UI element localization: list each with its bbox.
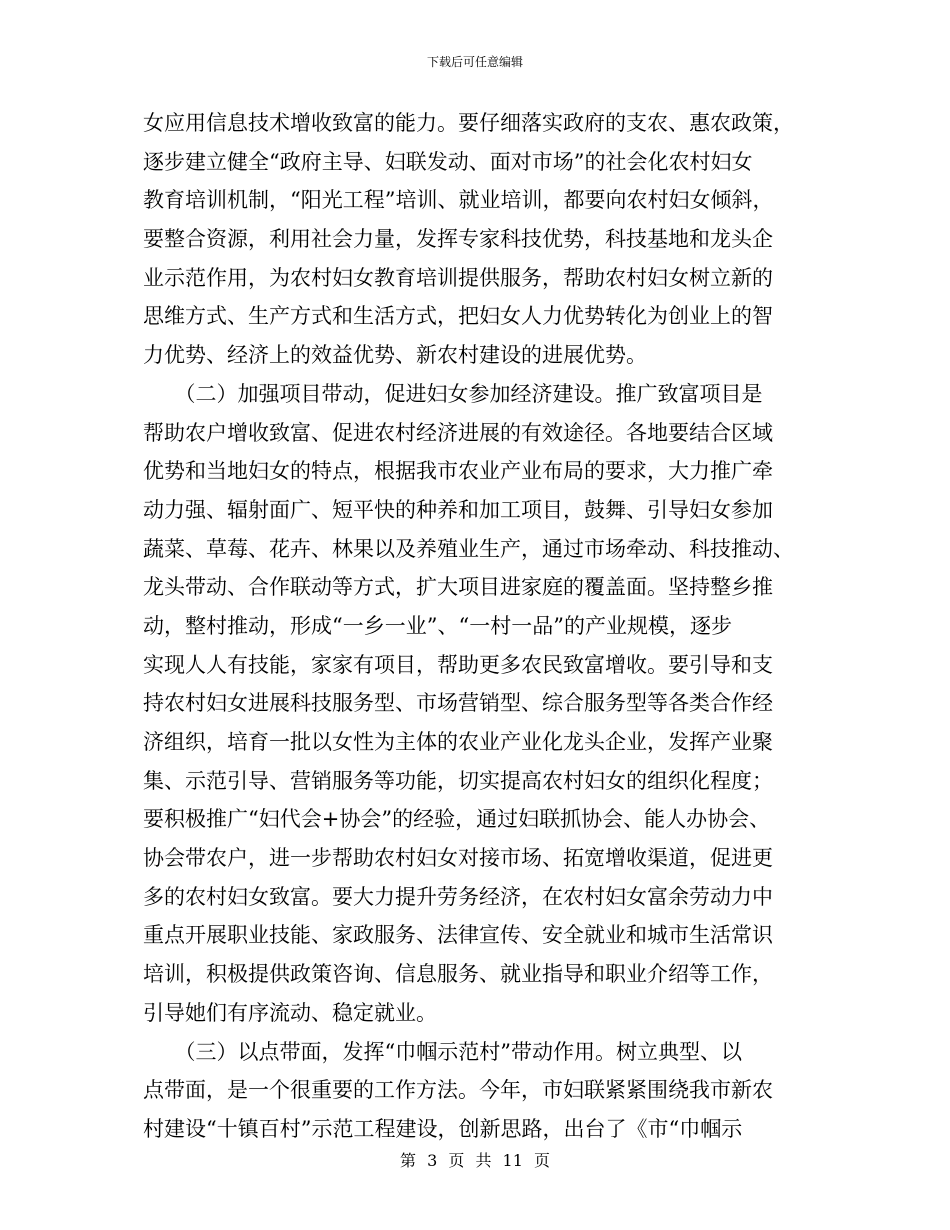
- header-note: 下载后可任意编辑: [426, 55, 523, 69]
- text-line: 女应用信息技术增收致富的能力。要仔细落实政府的支农、惠农政策，: [143, 111, 794, 135]
- page-footer: [0, 1151, 950, 1171]
- text-line: 集、示范引导、营销服务等功能，切实提高农村妇女的组织化程度；: [143, 768, 773, 793]
- text-line: 动力强、辐射面广、短平快的种养和加工项目，鼓舞、引导妇女参加: [143, 497, 773, 522]
- text-line: 培训，积极提供政策咨询、信息服务、就业指导和职业介绍等工作，: [143, 962, 773, 987]
- page-header: [0, 54, 950, 70]
- text-line: 帮助农户增收致富、促进农村经济进展的有效途径。各地要结合区域: [143, 420, 773, 445]
- text-line: 要整合资源，利用社会力量，发挥专家科技优势，科技基地和龙头企: [143, 227, 773, 252]
- page-number: 第 3 页 共 11 页: [400, 1151, 550, 1170]
- text-line: 逐步建立健全“政府主导、妇联发动、面对市场”的社会化农村妇女: [143, 149, 753, 174]
- document-body: [143, 104, 823, 1149]
- text-line: 实现人人有技能，家家有项目，帮助更多农民致富增收。要引导和支: [143, 652, 773, 677]
- text-line: 要积极推广“妇代会+协会”的经验，通过妇联抓协会、能人办协会、: [143, 807, 771, 832]
- text-line: 业示范作用，为农村妇女教育培训提供服务，帮助农村妇女树立新的: [143, 265, 773, 290]
- text-line: 力优势、经济上的效益优势、新农村建设的进展优势。: [143, 343, 647, 368]
- text-line: 村建设“十镇百村”示范工程建设，创新思路，出台了《市“巾帼示: [143, 1116, 743, 1141]
- text-line: 教育培训机制，“阳光工程”培训、就业培训，都要向农村妇女倾斜，: [143, 188, 774, 213]
- text-line: 龙头带动、合作联动等方式，扩大项目进家庭的覆盖面。坚持整乡推: [143, 575, 773, 600]
- text-line: 蔬菜、草莓、花卉、林果以及养殖业生产，通过市场牵动、科技推动、: [143, 536, 794, 561]
- text-line: 点带面，是一个很重要的工作方法。今年，市妇联紧紧围绕我市新农: [143, 1078, 773, 1103]
- text-line: 持农村妇女进展科技服务型、市场营销型、综合服务型等各类合作经: [143, 691, 773, 716]
- text-line: 重点开展职业技能、家政服务、法律宣传、安全就业和城市生活常识: [143, 923, 773, 948]
- text-line: 协会带农户，进一步帮助农村妇女对接市场、拓宽增收渠道，促进更: [143, 846, 773, 871]
- text-line: 引导她们有序流动、稳定就业。: [143, 1000, 437, 1025]
- text-line: 动，整村推动，形成“一乡一业”、“一村一品”的产业规模，逐步: [143, 613, 732, 638]
- text-line: （二）加强项目带动，促进妇女参加经济建设。推广致富项目是: [143, 381, 763, 406]
- text-line: 思维方式、生产方式和生活方式，把妇女人力优势转化为创业上的智: [143, 304, 773, 329]
- text-line: （三）以点带面，发挥“巾帼示范村”带动作用。树立典型、以: [143, 1039, 742, 1064]
- text-line: 多的农村妇女致富。要大力提升劳务经济，在农村妇女富余劳动力中: [143, 884, 773, 909]
- text-line: 济组织，培育一批以女性为主体的农业产业化龙头企业，发挥产业聚: [143, 730, 773, 754]
- text-line: 优势和当地妇女的特点，根据我市农业产业布局的要求，大力推广牵: [143, 459, 773, 484]
